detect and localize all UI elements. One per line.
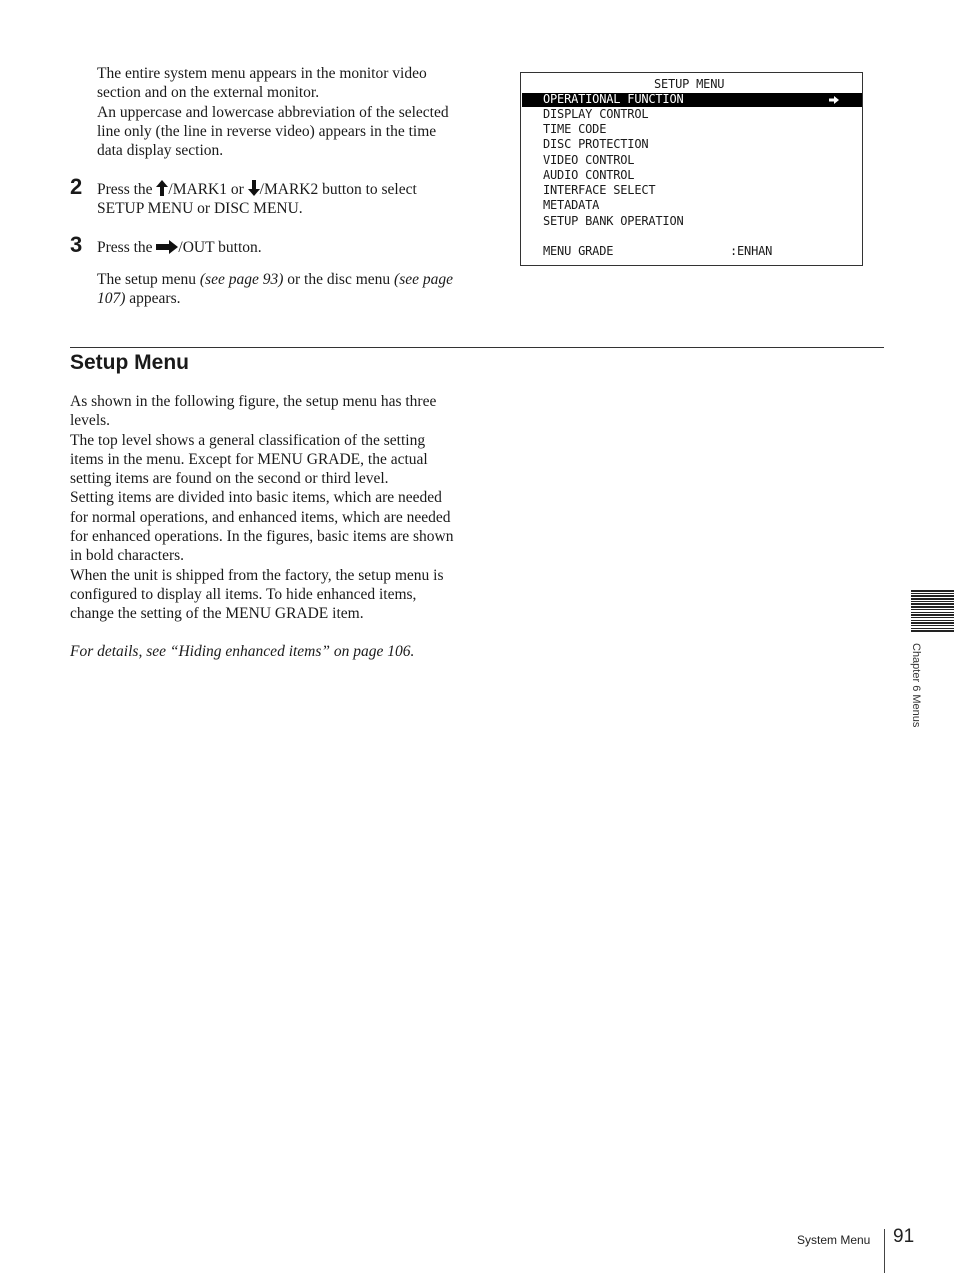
footer-divider — [884, 1229, 885, 1273]
menu-screen-title: SETUP MENU — [654, 77, 725, 91]
section-para-2: The top level shows a general classification of the setting items in the menu. Except for MENU GRADE, the actual setting items are found on the second or third level. — [70, 431, 428, 488]
chapter-label: Chapter 6 Menus — [910, 643, 922, 728]
step-3-result — [97, 270, 457, 309]
menu-item: VIDEO CONTROL — [543, 153, 635, 167]
menu-grade-label: MENU GRADE — [543, 244, 614, 258]
menu-item: TIME CODE — [543, 122, 607, 136]
step-3-text — [97, 238, 457, 257]
menu-item: INTERFACE SELECT — [543, 183, 656, 197]
step-3-result-a: The setup menu — [97, 271, 200, 288]
menu-item: METADATA — [543, 198, 600, 212]
step-2-text-b: /MARK1 or — [168, 181, 248, 198]
setup-menu-screen — [520, 72, 863, 266]
section-para-4: When the unit is shipped from the factory, the setup menu is configured to display all items. To hide enhanced items, change the setting of the MENU GRADE item. — [70, 566, 444, 623]
intro-text — [97, 64, 465, 160]
step-number-3: 3 — [70, 232, 83, 257]
section-body — [70, 392, 462, 624]
step-2-text-c: /MARK2 button to select SETUP MENU or DISC MENU. — [97, 181, 417, 218]
footer-section-label: System Menu — [797, 1233, 871, 1247]
menu-item: AUDIO CONTROL — [543, 168, 635, 182]
step-3-result-c: appears. — [125, 290, 181, 308]
page-ref-107: (see page 107) — [97, 271, 453, 308]
intro-line-2: An uppercase and lowercase abbreviation of the selected line only (the line in reverse video) appears in the time data display section. — [97, 103, 449, 160]
arrow-right-icon — [156, 240, 178, 254]
chapter-tab-marker — [911, 590, 954, 633]
step-2-text — [97, 180, 457, 219]
section-para-3: Setting items are divided into basic items, which are needed for normal operations, and enhanced items, which are needed for enhanced operations. In the figures, basic items are shown in bold characters. — [70, 489, 454, 565]
menu-item: DISC PROTECTION — [543, 137, 649, 151]
step-2-text-a: Press the — [97, 181, 157, 198]
intro-line-1: The entire system menu appears in the monitor video section and on the external monitor. — [97, 65, 427, 102]
arrow-up-icon — [156, 180, 168, 196]
menu-arrow-right-icon — [829, 96, 839, 104]
menu-grade-value: :ENHAN — [730, 244, 773, 258]
section-divider — [70, 347, 884, 348]
page-ref-93: (see page 93) — [199, 271, 284, 288]
section-para-1: As shown in the following figure, the setup menu has three levels. — [70, 393, 437, 430]
menu-item: SETUP BANK OPERATION — [543, 214, 684, 228]
menu-selected-item: OPERATIONAL FUNCTION — [543, 92, 684, 106]
section-title: Setup Menu — [70, 351, 189, 374]
step-3-text-b: /OUT button. — [178, 239, 262, 256]
menu-item: DISPLAY CONTROL — [543, 107, 649, 121]
step-3-text-a: Press the — [97, 239, 157, 256]
step-number-2: 2 — [70, 174, 83, 199]
details-reference: For details, see “Hiding enhanced items” on page 106. — [70, 643, 415, 660]
arrow-down-icon — [248, 180, 260, 196]
step-3-result-b: or the disc menu — [283, 271, 395, 288]
page-number: 91 — [893, 1226, 915, 1247]
